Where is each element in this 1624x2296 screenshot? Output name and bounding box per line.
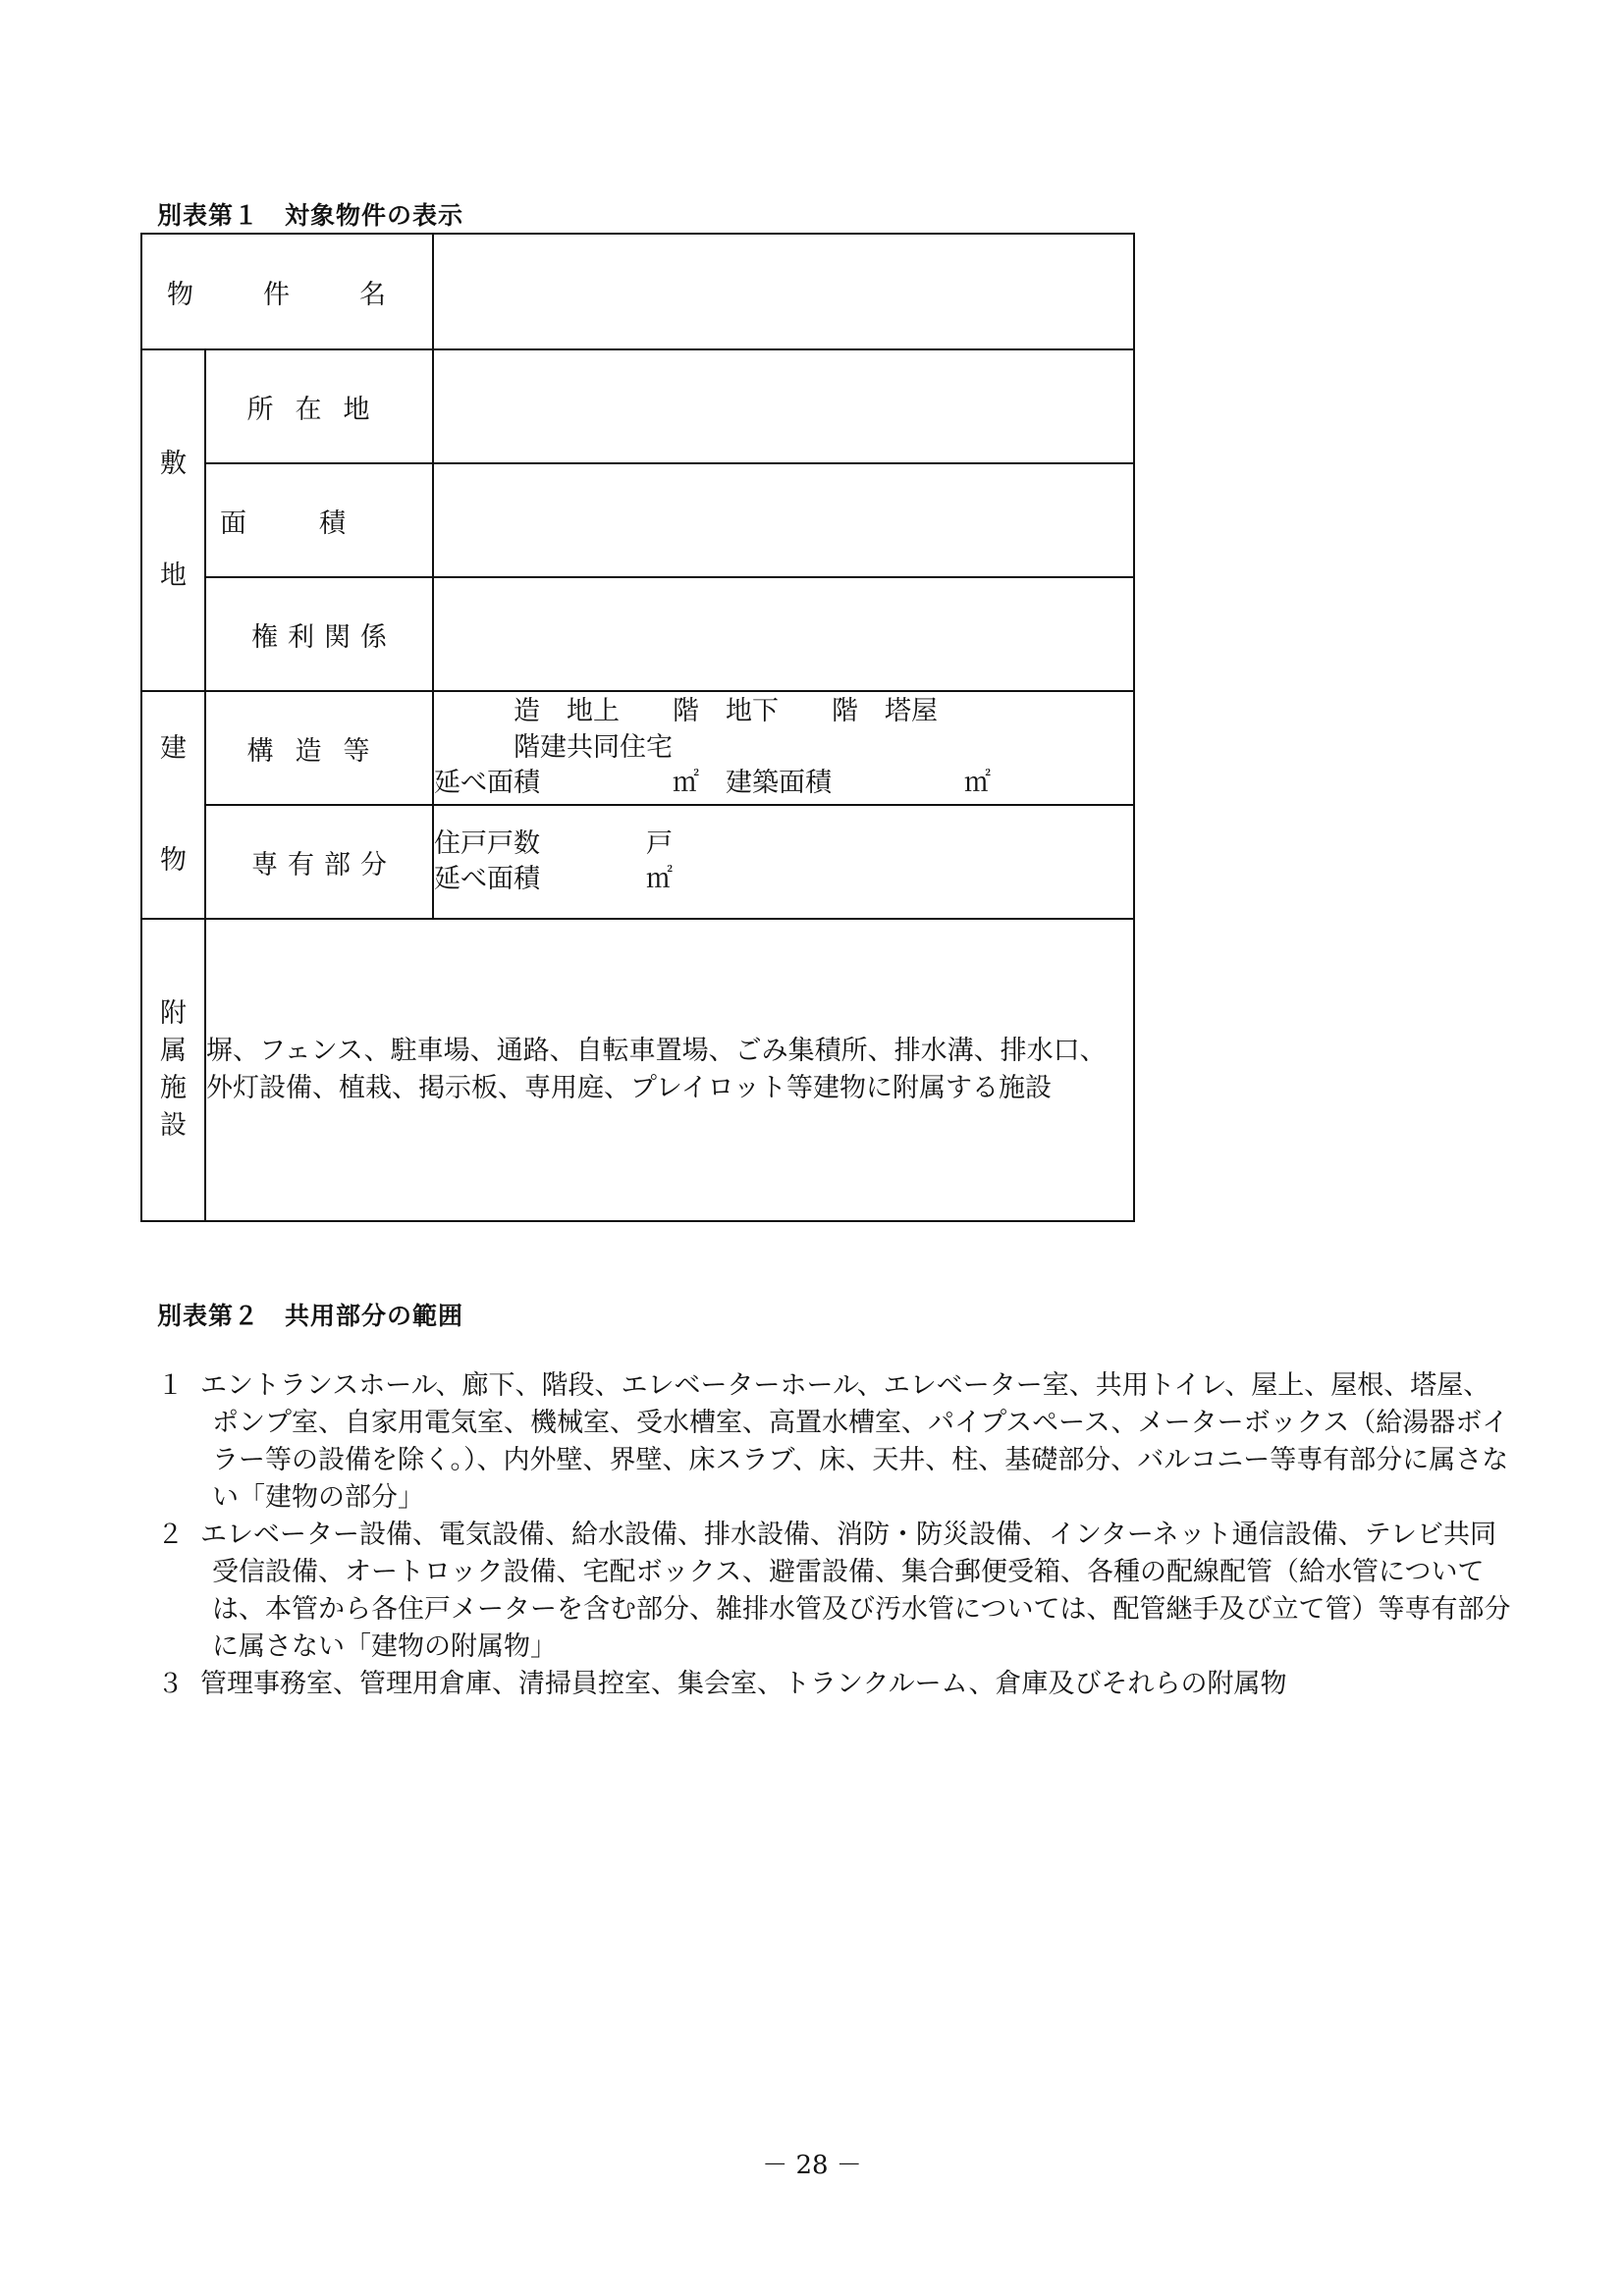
list-item-text: 管理事務室、管理用倉庫、清掃員控室、集会室、トランクルーム、倉庫及びそれらの附属物 bbox=[200, 1669, 1287, 1699]
location-label: 所在地 bbox=[205, 349, 433, 463]
structure-value bbox=[433, 691, 1134, 805]
property-name-label: 物 件 名 bbox=[141, 234, 433, 349]
list-item-number: ３ bbox=[157, 1669, 184, 1699]
exclusive-label: 専有部分 bbox=[205, 805, 433, 919]
attached-facilities-value: 塀、フェンス、駐車場、通路、自転車置場、ごみ集積所、排水溝、排水口、外灯設備、植栽、掲示板、専用庭、プレイロット等建物に附属する施設 bbox=[205, 919, 1134, 1221]
list-item bbox=[157, 1517, 1512, 1666]
area-value bbox=[433, 463, 1134, 577]
table2-title: 別表第２ 共用部分の範囲 bbox=[157, 1302, 464, 1330]
table1-title: 別表第１ 対象物件の表示 bbox=[157, 201, 464, 230]
common-parts-list bbox=[157, 1367, 1512, 1703]
property-name-value bbox=[433, 234, 1134, 349]
page-number: － 28 － bbox=[762, 2151, 862, 2180]
list-item bbox=[157, 1666, 1512, 1703]
rights-value bbox=[433, 577, 1134, 691]
list-item bbox=[157, 1367, 1512, 1517]
list-item-text: エレベーター設備、電気設備、給水設備、排水設備、消防・防災設備、インターネット通信設備、テレビ共同受信設備、オートロック設備、宅配ボックス、避雷設備、集合郵便受箱、各種の配線配管（給水管については、本管から各住戸メーターを含む部分、雑排水管及び汚水管については、配管継手及び立て管）等専有部分に属さない「建物の附属物」 bbox=[200, 1520, 1511, 1662]
property-table bbox=[140, 233, 1135, 1222]
list-item-number: １ bbox=[157, 1370, 184, 1401]
rights-label: 権利関係 bbox=[205, 577, 433, 691]
structure-line-1: 造 地上 階 地下 階 塔屋 bbox=[434, 696, 938, 727]
list-item-number: ２ bbox=[157, 1520, 184, 1550]
location-value bbox=[433, 349, 1134, 463]
exclusive-floor-area: 延べ面積 ㎡ bbox=[434, 864, 673, 894]
structure-label: 構造等 bbox=[205, 691, 433, 805]
area-label: 面積 bbox=[205, 463, 433, 577]
site-group-label: 敷 地 bbox=[141, 349, 205, 691]
attached-group-label: 附 属 施 設 bbox=[141, 919, 205, 1221]
list-item-text: エントランスホール、廊下、階段、エレベーターホール、エレベーター室、共用トイレ、屋上、屋根、塔屋、ポンプ室、自家用電気室、機械室、受水槽室、高置水槽室、パイプスペース、メーターボックス（給湯器ボイラー等の設備を除く。）、内外壁、界壁、床スラブ、床、天井、柱、基礎部分、バルコニー等専有部分に属さない「建物の部分」 bbox=[200, 1370, 1509, 1513]
exclusive-value bbox=[433, 805, 1134, 919]
building-group-label: 建 物 bbox=[141, 691, 205, 919]
structure-floor-area: 延べ面積 ㎡ 建築面積 ㎡ bbox=[434, 768, 991, 799]
structure-line-2: 階建共同住宅 bbox=[434, 731, 673, 763]
exclusive-units: 住戸戸数 戸 bbox=[434, 828, 673, 859]
